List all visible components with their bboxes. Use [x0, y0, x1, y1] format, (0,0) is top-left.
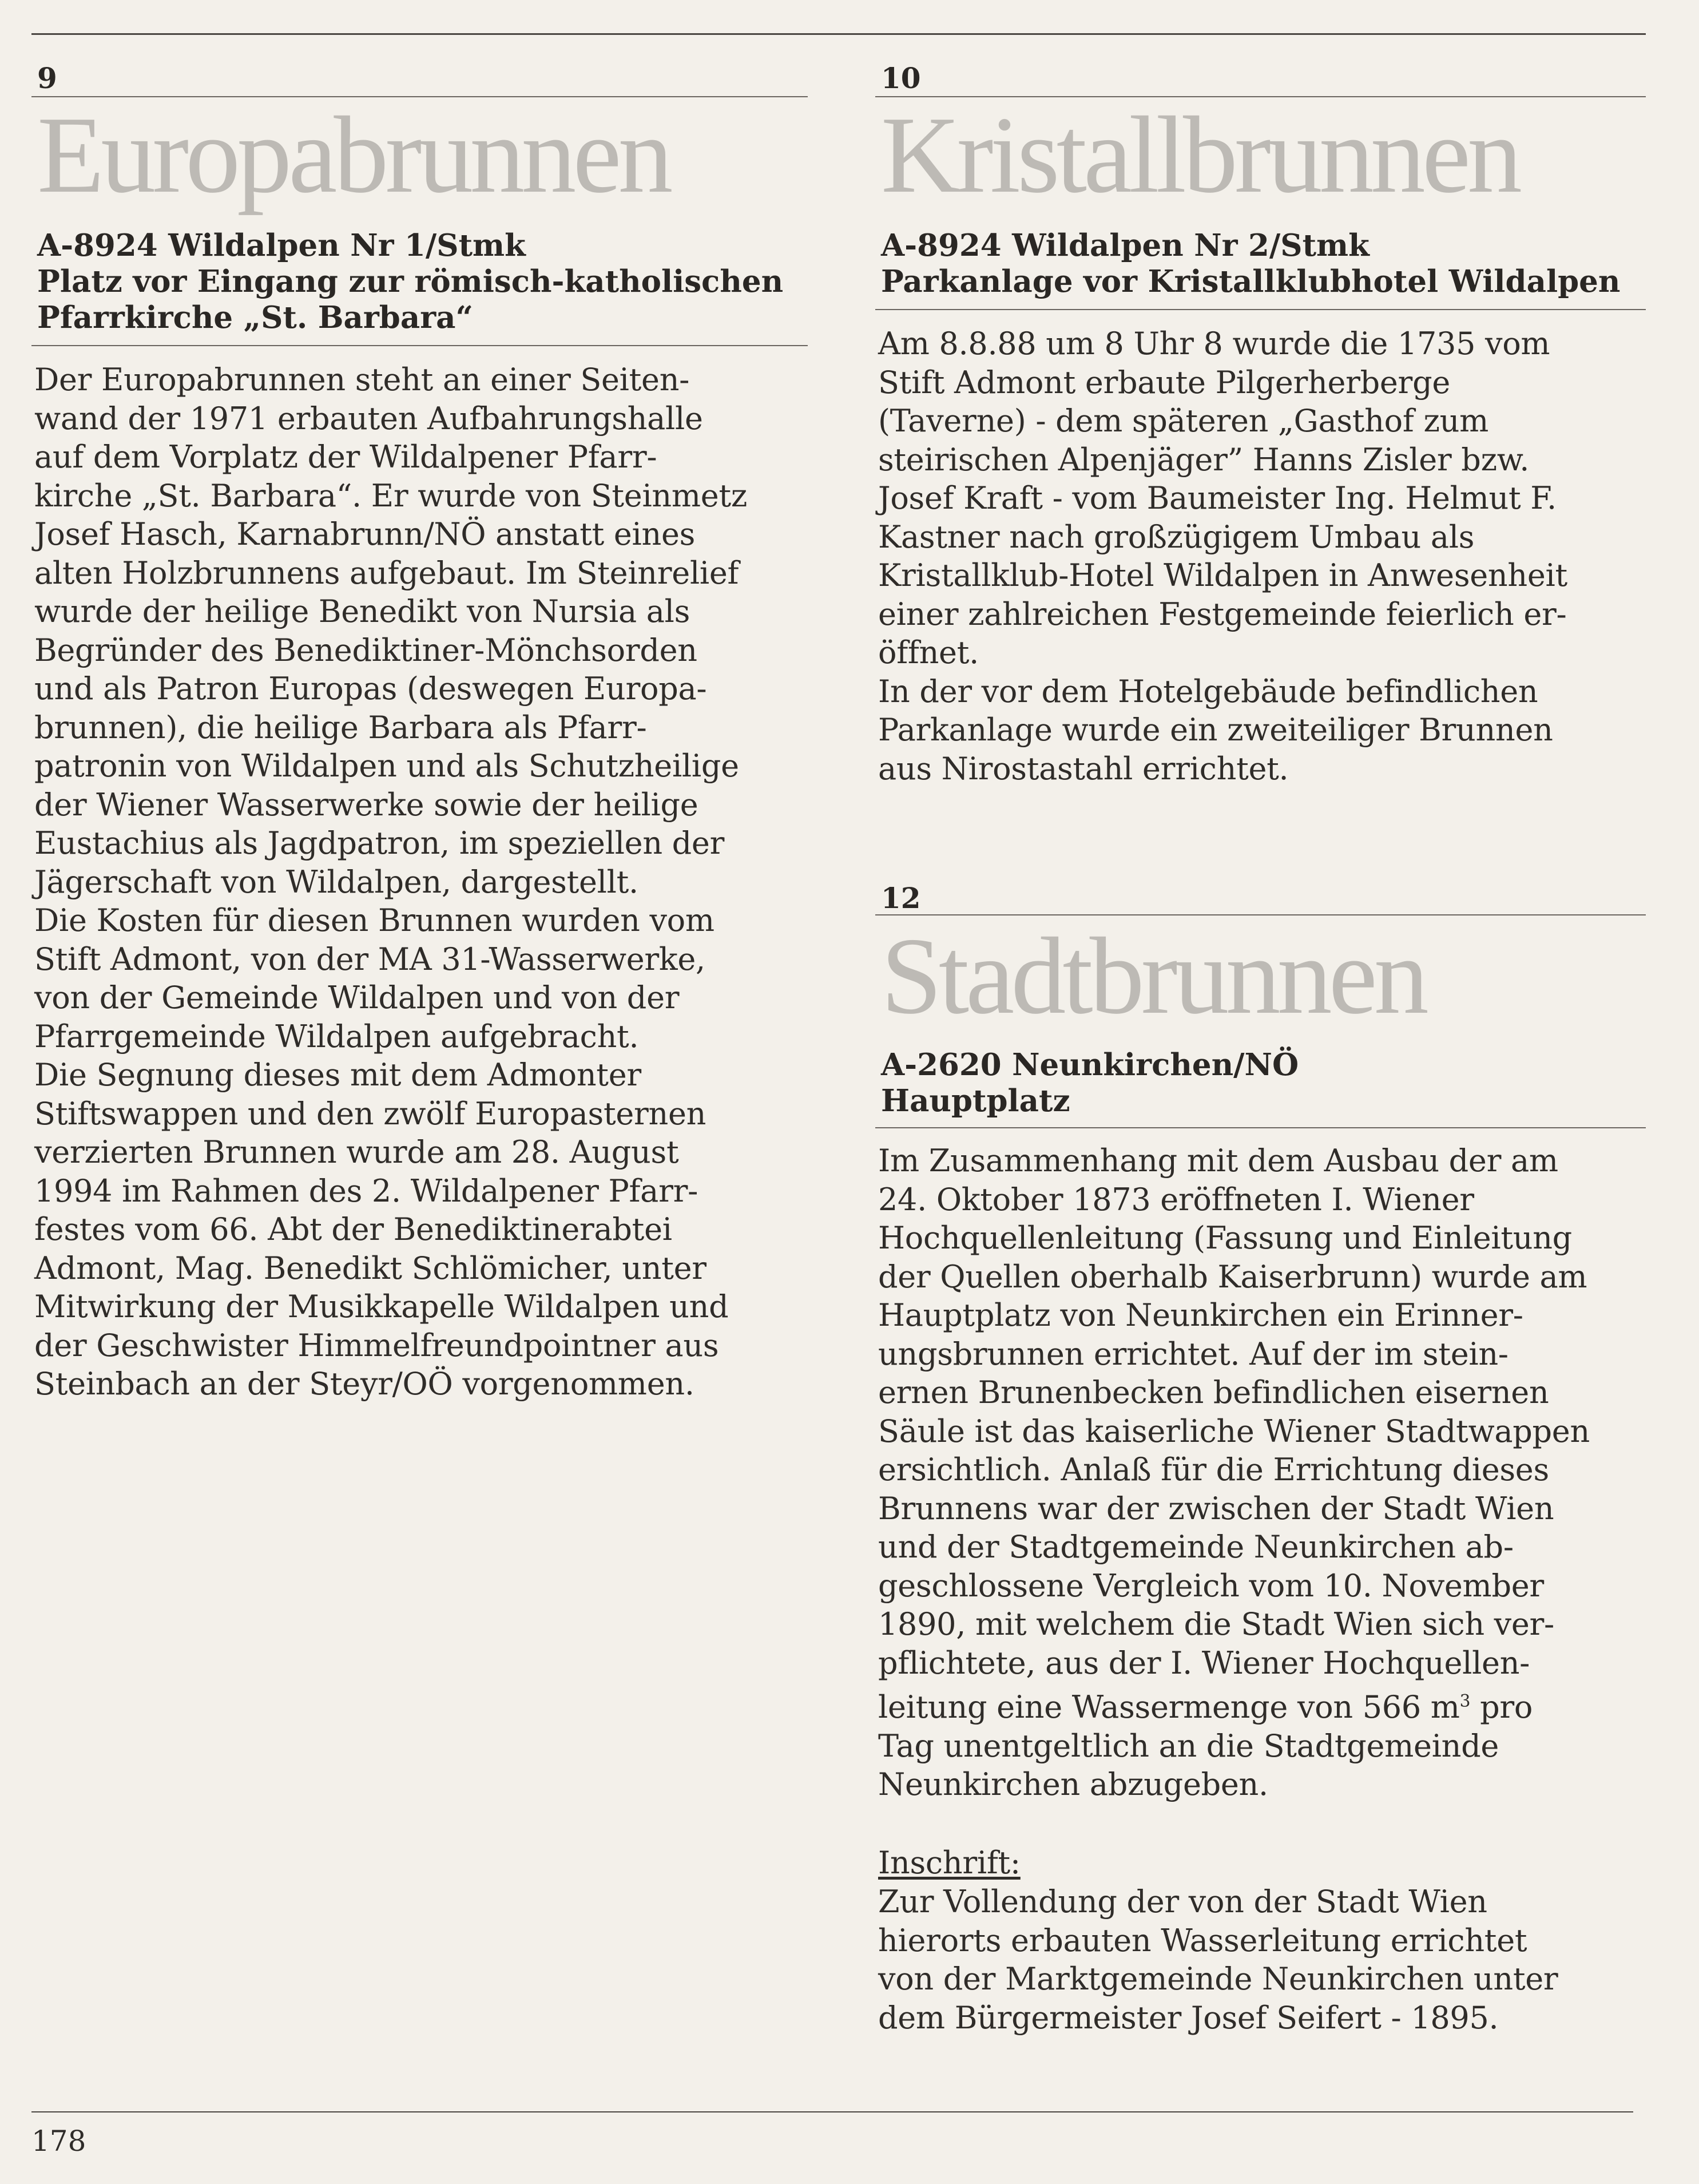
- address-line: Platz vor Eingang zur römisch-katholischen: [37, 264, 784, 299]
- inscription-text: Zur Vollendung der von der Stadt Wien hierorts erbauten Wasserleitung errichtet von der Marktgemeinde Neunkirchen unter dem Bürgermeister Josef Seifert - 1895.: [878, 1884, 1558, 2036]
- entry-address: [37, 228, 783, 336]
- address-line: Parkanlage vor Kristallklubhotel Wildalpen: [881, 264, 1621, 299]
- superscript: 3: [1459, 1691, 1471, 1711]
- address-rule: [875, 309, 1646, 310]
- address-rule: [31, 345, 808, 346]
- entry-body: [878, 1141, 1668, 1804]
- address-line: A-8924 Wildalpen Nr 1/Stmk: [37, 228, 526, 263]
- entry-title: Kristallbrunnen: [881, 94, 1519, 216]
- entry-body: Der Europabrunnen steht an einer Seiten- wand der 1971 erbauten Aufbahrungshalle auf dem Vorplatz der Wildalpener Pfarr- kirche „St. Barbara“. Er wurde von Steinmetz Josef Hasch, Karnabrunn/NÖ anstatt eines alten Holzbrunnens aufgebaut. Im Steinrelief wurde der heilige Benedikt von Nursia als Begründer des Benediktiner-Mönchsorden und als Patron Europas (deswegen Europa- brunnen), die heilige Barbara als Pfarr- patronin von Wildalpen und als Schutzheilige der Wiener Wasserwerke sowie der heilige Eustachius als Jagdpatron, im speziellen der Jägerschaft von Wildalpen, dargestellt. Die Kosten für diesen Brunnen wurden vom Stift Admont, von der MA 31-Wasserwerke, von der Gemeinde Wildalpen und von der Pfarrgemeinde Wildalpen aufgebracht. Die Segnung dieses mit dem Admonter Stiftswappen und den zwölf Europasternen verzierten Brunnen wurde am 28. August 1994 im Rahmen des 2. Wildalpener Pfarr- festes vom 66. Abt der Benediktinerabtei Admont, Mag. Benedikt Schlömicher, unter Mitwirkung der Musikkapelle Wildalpen und der Geschwister Himmelfreundpointner aus Steinbach an der Steyr/OÖ vorgenommen.: [34, 362, 748, 1402]
- entry-number: 9: [37, 61, 57, 95]
- top-rule: [31, 33, 1646, 35]
- entry-address: [881, 228, 1620, 300]
- inscription-label: Inschrift:: [878, 1845, 1021, 1881]
- address-line: A-8924 Wildalpen Nr 2/Stmk: [881, 228, 1369, 263]
- body-text: pro Tag unentgeltlich an die Stadtgemeinde Neunkirchen abzugeben.: [878, 1689, 1533, 1802]
- address-rule: [875, 1127, 1646, 1128]
- entry-title: Europabrunnen: [37, 94, 670, 216]
- address-line: A-2620 Neunkirchen/NÖ: [881, 1047, 1299, 1083]
- entry-address: [881, 1047, 1299, 1119]
- address-line: Hauptplatz: [881, 1083, 1070, 1119]
- address-line: Pfarrkirche „St. Barbara“: [37, 300, 473, 335]
- body-text: Im Zusammenhang mit dem Ausbau der am 24. Oktober 1873 eröffneten I. Wiener Hochquellenleitung (Fassung und Einleitung der Quellen oberhalb Kaiserbrunn) wurde am Hauptplatz von Neunkirchen ein Erinner- ungsbrunnen errichtet. Auf der im stein- ernen Brunenbecken befindlichen eisernen Säule ist das kaiserliche Wiener Stadtwappen ersichtlich. Anlaß für die Errichtung dieses Brunnens war der zwischen der Stadt Wien und der Stadtgemeinde Neunkirchen ab- geschlossene Vergleich vom 10. November 1890, mit welchem die Stadt Wien sich ver- pflichtete, aus der I. Wiener Hochquellen- leitung eine Wassermenge von 566 m: [878, 1143, 1590, 1725]
- entry-body: Am 8.8.88 um 8 Uhr 8 wurde die 1735 vom Stift Admont erbaute Pilgerherberge (Taverne) - dem späteren „Gasthof zum steirischen Alpenjäger” Hanns Zisler bzw. Josef Kraft - vom Baumeister Ing. Helmut F. Kastner nach großzügigem Umbau als Kristallklub-Hotel Wildalpen in Anwesenheit einer zahlreichen Festgemeinde feierlich er- öffnet. In der vor dem Hotelgebäude befindlichen Parkanlage wurde ein zweiteiliger Brunnen aus Nirostastahl errichtet.: [878, 326, 1567, 787]
- entry-number: 12: [881, 881, 921, 915]
- page-number: 178: [31, 2124, 86, 2158]
- entry-title: Stadtbrunnen: [881, 915, 1426, 1037]
- entry-number: 10: [881, 61, 921, 95]
- bottom-rule: [31, 2111, 1633, 2112]
